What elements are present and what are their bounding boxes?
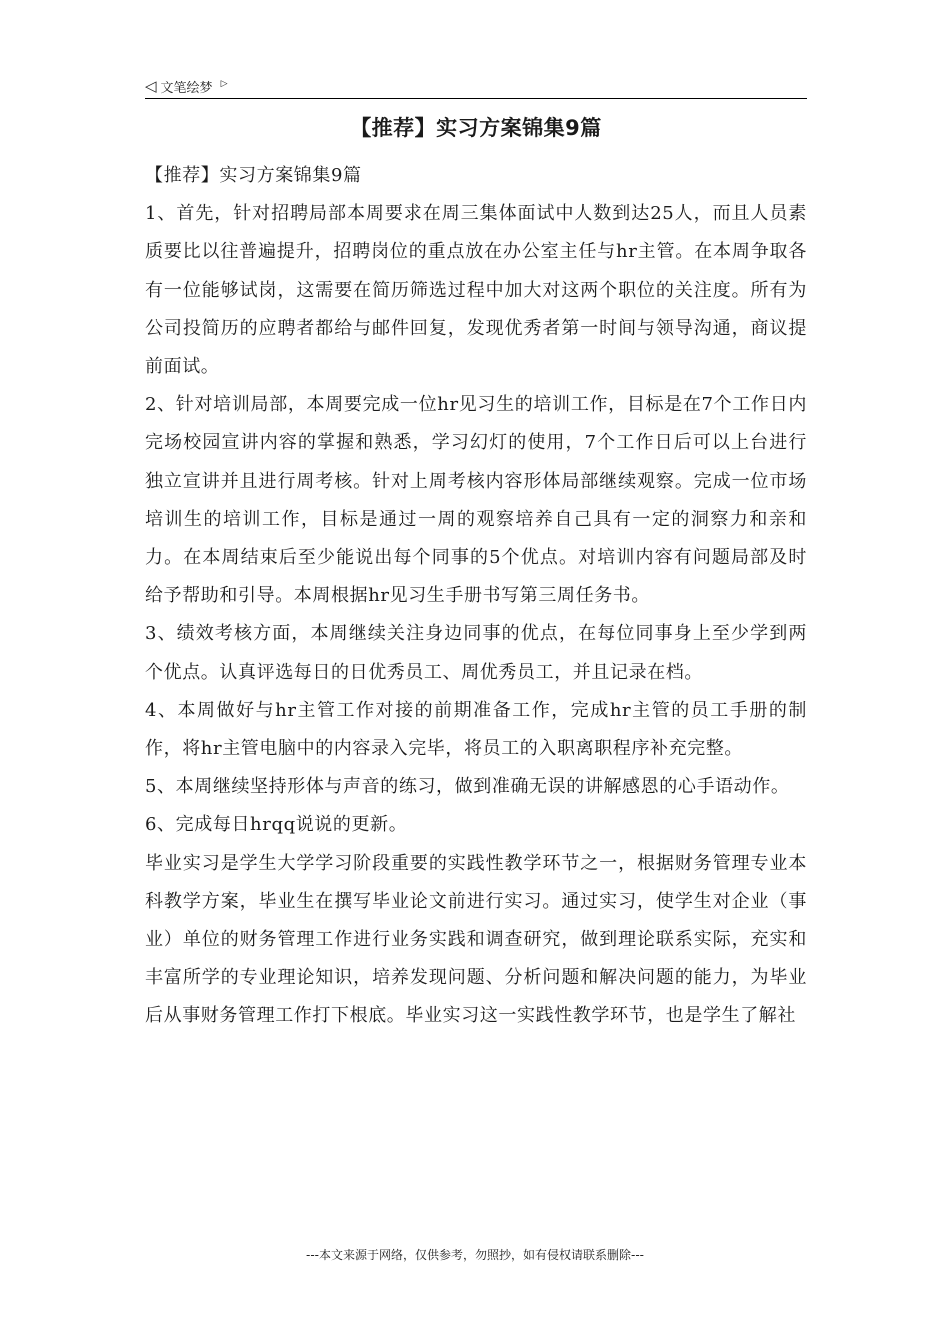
paragraph-2: 2、针对培训局部，本周要完成一位hr见习生的培训工作，目标是在7个工作日内完场校园宣讲内容的掌握和熟悉，学习幻灯的使用，7个工作日后可以上台进行独立宣讲并且进行周考核。针对上周考核内容形体局部继续观察。完成一位市场培训生的培训工作，目标是通过一周的观察培养自己具有一定的洞察力和亲和力。在本周结束后至少能说出每个同事的5个优点。对培训内容有问题局部及时给予帮助和引导。本周根据hr见习生手册书写第三周任务书。 <box>145 394 807 607</box>
triangle-right-icon: ▷ <box>220 78 228 89</box>
page-header <box>145 74 807 99</box>
paragraph-subtitle: 【推荐】实习方案锦集9篇 <box>145 165 362 186</box>
document-body <box>145 157 807 1036</box>
paragraph-4: 4、本周做好与hr主管工作对接的前期准备工作，完成hr主管的员工手册的制作，将hr主管电脑中的内容录入完毕，将员工的入职离职程序补充完整。 <box>145 699 807 760</box>
document-title: 【推荐】实习方案锦集9篇 <box>350 116 602 140</box>
paragraph-6: 6、完成每日hrqq说说的更新。 <box>145 814 408 836</box>
paragraph-7: 毕业实习是学生大学学习阶段重要的实践性教学环节之一，根据财务管理专业本科教学方案，毕业生在撰写毕业论文前进行实习。通过实习，使学生对企业（事业）单位的财务管理工作进行业务实践和调查研究，做到理论联系实际，充实和丰富所学的专业理论知识，培养发现问题、分析问题和解决问题的能力，为毕业后从事财务管理工作打下根底。毕业实习这一实践性教学环节，也是学生了解社 <box>145 852 807 1027</box>
paragraph-1: 1、首先，针对招聘局部本周要求在周三集体面试中人数到达25人，而且人员素质要比以往普遍提升，招聘岗位的重点放在办公室主任与hr主管。在本周争取各有一位能够试岗，这需要在简历筛选过程中加大对这两个职位的关注度。所有为公司投简历的应聘者都给与邮件回复，发现优秀者第一时间与领导沟通，商议提前面试。 <box>145 203 807 378</box>
paragraph-5: 5、本周继续坚持形体与声音的练习，做到准确无误的讲解感恩的心手语动作。 <box>145 776 790 798</box>
page-footer-disclaimer: ---本文来源于网络，仅供参考，勿照抄，如有侵权请联系删除--- <box>306 1248 644 1262</box>
triangle-left-icon: ◁ <box>145 76 157 95</box>
paragraph-3: 3、绩效考核方面，本周继续关注身边同事的优点，在每位同事身上至少学到两个优点。认真评选每日的日优秀员工、周优秀员工，并且记录在档。 <box>145 623 807 683</box>
header-text: 文笔绘梦 <box>160 80 213 96</box>
